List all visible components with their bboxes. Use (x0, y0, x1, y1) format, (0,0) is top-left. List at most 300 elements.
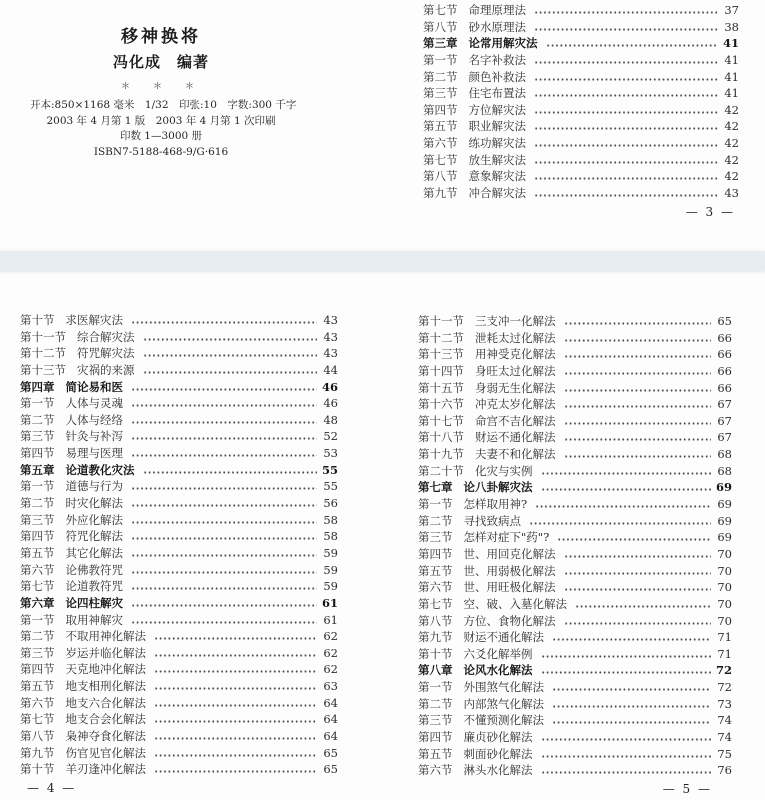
toc-entry-title: 论佛教符咒 (65, 562, 123, 577)
toc-entry-title: 其它化解法 (65, 545, 123, 560)
toc-entry-page: 43 (323, 313, 338, 327)
publication-line: 开本:850×1168 毫米 1/32 印张:10 字数:300 千字 (30, 99, 297, 111)
toc-entry (423, 185, 739, 202)
toc-entries-top-right (423, 2, 739, 202)
toc-entry (20, 745, 338, 762)
toc-entry (418, 396, 732, 413)
toc-entry-title: 外应化解法 (65, 512, 123, 527)
toc-entry (20, 562, 338, 579)
toc-entry-page: 64 (323, 695, 338, 710)
toc-entry-title: 论八卦解灾法 (463, 480, 533, 495)
toc-entry-label: 第六节 (418, 580, 453, 595)
toc-entry-label: 第十六节 (418, 397, 464, 412)
dot-leader (534, 11, 718, 14)
toc-entries-bottom-right (418, 313, 732, 779)
toc-entry-title: 伤官见官化解法 (65, 745, 146, 760)
dot-leader (131, 437, 317, 440)
toc-entry-label: 第二节 (20, 496, 55, 511)
toc-entry-label: 第一节 (20, 612, 55, 627)
dot-leader (541, 655, 712, 658)
toc-entry-label: 第五节 (20, 545, 55, 560)
toc-entry (20, 478, 338, 495)
toc-entry (20, 528, 338, 545)
dot-leader (546, 44, 718, 47)
toc-entry-page: 38 (724, 19, 739, 34)
page-number-3: — 3 — (685, 204, 735, 219)
toc-entry-page: 58 (323, 529, 338, 544)
book-author: 冯化成 编著 (112, 53, 209, 71)
toc-entry (418, 746, 732, 763)
dot-leader (154, 654, 317, 657)
dot-leader (131, 487, 317, 490)
dot-leader (131, 621, 317, 624)
toc-entry (423, 118, 739, 135)
dot-leader (534, 28, 718, 31)
toc-entry-label: 第三节 (20, 512, 55, 527)
toc-entry-page: 67 (717, 430, 732, 445)
toc-entry-label: 第四节 (20, 529, 55, 544)
dot-leader (154, 704, 317, 707)
toc-entry-label: 第四节 (20, 662, 55, 677)
toc-entry-label: 第八节 (423, 19, 458, 34)
toc-entry-label: 第十节 (418, 646, 453, 661)
toc-entry-page: 55 (323, 479, 338, 494)
toc-entry-title: 综合解灾法 (77, 329, 135, 344)
toc-entry-title: 廉贞砂化解法 (463, 730, 533, 745)
toc-entry (423, 19, 739, 36)
dot-leader (564, 588, 712, 591)
toc-entry-title: 命宫不吉化解法 (475, 413, 556, 428)
dot-leader (534, 111, 718, 114)
toc-entry-label: 第八章 (418, 663, 453, 678)
toc-entry-label: 第七节 (423, 3, 458, 17)
toc-entry (418, 679, 732, 696)
stars-divider: ＊ ＊ ＊ (120, 82, 201, 92)
toc-entry-page: 70 (717, 563, 732, 578)
toc-entry-page: 62 (323, 645, 338, 660)
toc-entry-page: 46 (323, 396, 338, 411)
toc-entry (423, 85, 739, 102)
dot-leader (154, 637, 317, 640)
toc-entry-page: 67 (717, 413, 732, 428)
toc-entry-page: 71 (717, 630, 732, 645)
dot-leader (131, 321, 317, 324)
toc-entry-title: 世、用旺极化解法 (463, 580, 556, 595)
toc-entry-title: 意象解灾法 (468, 169, 526, 184)
toc-entry-label: 第六章 (20, 595, 55, 610)
toc-entry-label: 第四节 (423, 102, 458, 117)
toc-entry (418, 413, 732, 430)
toc-entry (418, 579, 732, 596)
toc-entry-title: 寻找致病点 (463, 513, 521, 528)
toc-entry (418, 346, 732, 363)
toc-column-top-right (423, 2, 739, 219)
toc-entry-label: 第八节 (423, 169, 458, 184)
toc-entry-page: 42 (724, 136, 739, 151)
toc-entry-title: 天克地冲化解法 (65, 662, 146, 677)
toc-entry-title: 练功解灾法 (468, 136, 526, 151)
toc-entry-page: 44 (323, 362, 338, 377)
toc-entry-label: 第九节 (20, 745, 55, 760)
toc-entry (418, 446, 732, 463)
toc-entry-label: 第五章 (20, 462, 55, 477)
toc-entry-page: 73 (717, 696, 732, 711)
toc-entry-page: 72 (717, 680, 732, 695)
toc-entry-title: 身旺太过化解法 (475, 363, 556, 378)
toc-entry (20, 512, 338, 529)
toc-entry-page: 70 (717, 596, 732, 611)
dot-leader (535, 505, 711, 508)
toc-entry (20, 329, 338, 346)
toc-entry-label: 第四节 (418, 730, 453, 745)
publication-info-block (30, 22, 297, 160)
toc-entry-label: 第三节 (20, 429, 55, 444)
toc-entry-label: 第二节 (20, 412, 55, 427)
toc-entry-title: 不懂预测化解法 (463, 713, 544, 728)
dot-leader (552, 721, 711, 724)
toc-entry-page: 52 (323, 429, 338, 444)
toc-entry-label: 第七节 (20, 712, 55, 727)
toc-entry-title: 刺面砂化解法 (463, 746, 533, 761)
publication-line: ISBN7-5188-468-9/G·616 (93, 145, 229, 158)
dot-leader (564, 372, 712, 375)
toc-entry (418, 712, 732, 729)
toc-entry (20, 362, 338, 379)
dot-leader (131, 554, 317, 557)
toc-entry-label: 第三节 (418, 530, 453, 545)
toc-entry (418, 662, 732, 679)
dot-leader (564, 455, 712, 458)
toc-entry-title: 颜色补救法 (468, 69, 526, 84)
toc-entry-label: 第一节 (20, 396, 55, 411)
toc-entry-label: 第二节 (418, 696, 453, 711)
toc-entry-title: 地支六合化解法 (65, 695, 146, 710)
toc-entry-page: 61 (323, 612, 338, 627)
toc-entry-page: 68 (717, 447, 732, 462)
scan-gap-band (0, 252, 765, 271)
toc-entry-page: 66 (717, 330, 732, 345)
toc-entry-page: 76 (717, 763, 732, 778)
dot-leader (564, 438, 712, 441)
dot-leader (541, 738, 712, 741)
dot-leader (564, 389, 712, 392)
toc-entry (418, 613, 732, 630)
toc-entry (20, 612, 338, 629)
toc-entry-label: 第七节 (423, 152, 458, 167)
toc-entry (423, 2, 739, 19)
dot-leader (143, 338, 318, 341)
toc-entry-title: 内部煞气化解法 (463, 696, 544, 711)
dot-leader (154, 670, 317, 673)
toc-entry (418, 563, 732, 580)
dot-leader (131, 521, 317, 524)
page-number-4: — 4 — (27, 780, 77, 795)
toc-entry-page: 74 (717, 713, 732, 728)
toc-entry-title: 方位、食物化解法 (463, 613, 556, 628)
toc-entry-title: 岁运并临化解法 (65, 645, 146, 660)
toc-entry-label: 第八节 (418, 613, 453, 628)
toc-entry-page: 70 (717, 613, 732, 628)
publication-lines (30, 98, 297, 160)
toc-entry-page: 43 (724, 186, 739, 201)
toc-entry-title: 论风水化解法 (463, 663, 533, 678)
toc-column-bottom-left (20, 312, 338, 795)
toc-entry-label: 第一节 (418, 497, 453, 512)
dot-leader (541, 488, 711, 491)
toc-entry (418, 729, 732, 746)
toc-entry-page: 58 (323, 512, 338, 527)
toc-entry-page: 67 (717, 397, 732, 412)
toc-entry-label: 第十九节 (418, 447, 464, 462)
toc-entry-page: 41 (724, 52, 739, 67)
dot-leader (564, 422, 712, 425)
toc-entry-page: 62 (323, 629, 338, 644)
toc-entry (418, 529, 732, 546)
toc-entry-label: 第五节 (20, 679, 55, 694)
toc-entry-label: 第二十节 (418, 463, 464, 478)
toc-entry-page: 41 (722, 36, 739, 51)
dot-leader (534, 144, 718, 147)
dot-leader (541, 671, 711, 674)
toc-entry-page: 41 (724, 86, 739, 101)
dot-leader (541, 472, 712, 475)
toc-entry-page: 68 (717, 463, 732, 478)
toc-entry-page: 71 (717, 646, 732, 661)
toc-entry-page: 41 (724, 69, 739, 84)
toc-entry-page: 66 (717, 347, 732, 362)
toc-entry-page: 61 (321, 595, 338, 610)
dot-leader (154, 687, 317, 690)
publication-line: 2003 年 4 月第 1 版 2003 年 4 月第 1 次印刷 (46, 114, 276, 127)
toc-entry (418, 429, 732, 446)
toc-entry-page: 42 (724, 119, 739, 134)
toc-entry (418, 463, 732, 480)
toc-entry-label: 第二节 (20, 629, 55, 644)
toc-entry-page: 66 (717, 363, 732, 378)
dot-leader (534, 94, 718, 97)
dot-leader (564, 339, 712, 342)
toc-entry-label: 第十二节 (418, 330, 464, 345)
toc-entry (20, 595, 338, 612)
toc-entry-title: 符咒化解法 (65, 529, 123, 544)
toc-entry-page: 64 (323, 729, 338, 744)
dot-leader (534, 194, 718, 197)
toc-entry-label: 第十一节 (20, 329, 66, 344)
dot-leader (131, 587, 317, 590)
toc-entry-title: 易理与医理 (65, 446, 123, 461)
toc-entry (418, 762, 732, 779)
toc-entry-title: 空、破、入墓化解法 (463, 596, 567, 611)
dot-leader (131, 404, 317, 407)
toc-entry (20, 678, 338, 695)
dot-leader (552, 638, 711, 641)
toc-entry-page: 72 (715, 663, 732, 678)
toc-entry (20, 395, 338, 412)
toc-entry (20, 628, 338, 645)
toc-entry-title: 时灾化解法 (65, 496, 123, 511)
dot-leader (564, 322, 712, 325)
toc-entry-title: 夫妻不和化解法 (475, 447, 556, 462)
toc-entry (423, 69, 739, 86)
toc-entry (20, 728, 338, 745)
toc-entry-title: 方位解灾法 (468, 102, 526, 117)
toc-entry-title: 求医解灾法 (65, 313, 123, 327)
toc-entry (20, 661, 338, 678)
toc-entry-title: 论四柱解灾 (65, 595, 123, 610)
toc-entry-page: 63 (323, 679, 338, 694)
dot-leader (564, 555, 712, 558)
publication-line: 印数 1—3000 册 (119, 130, 203, 142)
toc-entry-title: 符咒解灾法 (77, 346, 135, 361)
toc-entry (423, 168, 739, 185)
toc-entry-label: 第十三节 (418, 347, 464, 362)
toc-entry-page: 43 (323, 329, 338, 344)
dot-leader (154, 737, 317, 740)
dot-leader (534, 127, 718, 130)
toc-entry-label: 第十八节 (418, 430, 464, 445)
toc-entry (423, 152, 739, 169)
toc-entry-label: 第十三节 (20, 362, 66, 377)
toc-entry-label: 第一节 (423, 52, 458, 67)
toc-entry (418, 513, 732, 530)
toc-entry-label: 第七节 (20, 579, 55, 594)
toc-entry-title: 羊刃逢冲化解法 (65, 762, 146, 777)
toc-entry-title: 名字补救法 (468, 52, 526, 67)
dot-leader (534, 61, 718, 64)
toc-entry-label: 第十节 (20, 762, 55, 777)
toc-entry (20, 312, 338, 329)
toc-entry-label: 第三章 (423, 36, 458, 51)
toc-entry (20, 428, 338, 445)
toc-entry-title: 世、用回克化解法 (463, 546, 556, 561)
toc-entry (418, 313, 732, 330)
toc-entry-label: 第二节 (423, 69, 458, 84)
toc-entry (20, 462, 338, 479)
toc-entry-label: 第四节 (20, 446, 55, 461)
toc-entry (418, 546, 732, 563)
toc-entry-label: 第十节 (20, 313, 55, 327)
toc-entry-label: 第七章 (418, 480, 453, 495)
toc-entry-label: 第二节 (418, 513, 453, 528)
toc-entry-title: 论道教化灾法 (65, 462, 135, 477)
toc-entry-title: 怎样取用神? (463, 497, 528, 512)
toc-entries-bottom-left (20, 312, 338, 778)
toc-entry-label: 第十一节 (418, 314, 464, 328)
dot-leader (564, 572, 712, 575)
toc-entry-label: 第九节 (418, 630, 453, 645)
toc-entry-title: 外围煞气化解法 (463, 680, 544, 695)
toc-entry-label: 第四章 (20, 379, 55, 394)
dot-leader (143, 371, 318, 374)
toc-entry-title: 地支合会化解法 (65, 712, 146, 727)
toc-entry-title: 不取用神化解法 (65, 629, 146, 644)
toc-entry-label: 第五节 (418, 563, 453, 578)
toc-entry-page: 48 (323, 412, 338, 427)
toc-entry-title: 道德与行为 (65, 479, 123, 494)
toc-entry-title: 冲合解灾法 (468, 186, 526, 201)
dot-leader (529, 522, 711, 525)
dot-leader (131, 571, 317, 574)
toc-entry-label: 第十二节 (20, 346, 66, 361)
toc-entry-label: 第三节 (423, 86, 458, 101)
book-title: 移神换将 (121, 27, 201, 47)
toc-entry-title: 怎样对症下"药"? (463, 530, 550, 545)
dot-leader (557, 538, 711, 541)
page-number-5: — 5 — (662, 781, 712, 796)
toc-entry-page: 62 (323, 662, 338, 677)
toc-entry-title: 世、用弱极化解法 (463, 563, 556, 578)
toc-entry (20, 761, 338, 778)
toc-entry-title: 用神受克化解法 (475, 347, 556, 362)
toc-entry (20, 345, 338, 362)
dot-leader (552, 705, 711, 708)
toc-entry (418, 696, 732, 713)
toc-entry-page: 69 (717, 513, 732, 528)
toc-entry-label: 第六节 (418, 763, 453, 778)
toc-entry-page: 65 (323, 745, 338, 760)
toc-entry-label: 第三节 (20, 645, 55, 660)
toc-entry-label: 第六节 (20, 695, 55, 710)
toc-entry-page: 46 (321, 379, 338, 394)
toc-entry-label: 第三节 (418, 713, 453, 728)
toc-entry-title: 地支相刑化解法 (65, 679, 146, 694)
toc-entry-page: 42 (724, 102, 739, 117)
toc-entry (20, 711, 338, 728)
dot-leader (534, 78, 718, 81)
toc-entry (20, 695, 338, 712)
dot-leader (154, 720, 317, 723)
dot-leader (143, 354, 318, 357)
toc-entry-title: 泄耗太过化解法 (475, 330, 556, 345)
toc-entry-page: 75 (717, 746, 732, 761)
toc-entry-label: 第一节 (418, 680, 453, 695)
toc-entry-title: 论道教符咒 (65, 579, 123, 594)
toc-entry-page: 65 (717, 314, 732, 328)
toc-entry-title: 针灸与补泻 (65, 429, 123, 444)
toc-entry (418, 363, 732, 380)
dot-leader (131, 421, 317, 424)
toc-entry-page: 56 (323, 496, 338, 511)
toc-entry-title: 灾祸的来源 (77, 362, 135, 377)
toc-entry (418, 479, 732, 496)
toc-entry-title: 住宅布置法 (468, 86, 526, 101)
dot-leader (575, 605, 711, 608)
toc-entry (418, 646, 732, 663)
toc-entry-title: 身弱无生化解法 (475, 380, 556, 395)
dot-leader (534, 177, 718, 180)
toc-entry (423, 102, 739, 119)
toc-entry-label: 第四节 (418, 546, 453, 561)
toc-entry-page: 65 (323, 762, 338, 777)
toc-entry-title: 简论易和医 (65, 379, 123, 394)
toc-entry (20, 445, 338, 462)
dot-leader (131, 454, 317, 457)
toc-entry-label: 第九节 (423, 186, 458, 201)
toc-entry (20, 495, 338, 512)
toc-entry-page: 55 (321, 462, 338, 477)
dot-leader (541, 755, 712, 758)
toc-entry-page: 69 (717, 497, 732, 512)
dot-leader (131, 537, 317, 540)
toc-entry-title: 六爻化解举例 (463, 646, 533, 661)
toc-entry-label: 第六节 (20, 562, 55, 577)
toc-entry-label: 第一节 (20, 479, 55, 494)
toc-entry-title: 人体与经络 (65, 412, 123, 427)
toc-entry-page: 70 (717, 546, 732, 561)
toc-entry-page: 74 (717, 730, 732, 745)
dot-leader (564, 405, 712, 408)
dot-leader (154, 754, 317, 757)
